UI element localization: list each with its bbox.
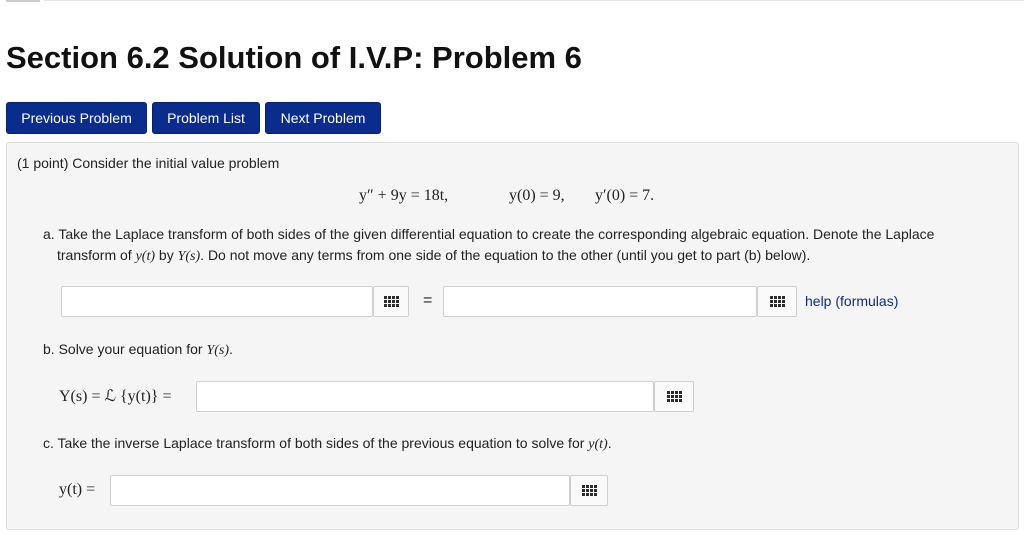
matrix-entry-icon[interactable] [373, 286, 409, 317]
part-b-prefix: b. Solve your equation for [43, 341, 207, 357]
equals-sign: = [423, 292, 433, 309]
part-a-text-c: . Do not move any terms from one side of the equation to the other (until you get to part (b) below). [200, 247, 811, 263]
ode-equation: y″ + 9y = 18t, [359, 187, 449, 204]
part-a-line2 [43, 245, 934, 267]
part-a-text [43, 224, 934, 267]
matrix-entry-icon[interactable] [757, 286, 797, 317]
part-a-Y-of-s: Y(s) [177, 249, 201, 264]
next-problem-button[interactable]: Next Problem [265, 102, 381, 134]
yt-input[interactable] [110, 475, 570, 506]
previous-problem-button[interactable]: Previous Problem [6, 102, 147, 134]
part-a-text-b: by [155, 247, 178, 263]
problem-intro: (1 point) Consider the initial value problem [17, 155, 280, 171]
laplace-rhs-input[interactable] [443, 286, 757, 317]
part-a-line1: a. Take the Laplace transform of both sides of the given differential equation to create the corresponding algebraic equation. Denote the Laplace [43, 226, 935, 242]
part-b-text [43, 339, 233, 361]
part-c-y-of-t: y(t) [588, 437, 608, 452]
yt-label: y(t) = [59, 481, 96, 498]
part-a-y-of-t: y(t) [135, 249, 156, 264]
top-tab-marker [6, 0, 40, 2]
part-b-Y-of-s: Y(s) [206, 343, 229, 358]
part-c-period: . [607, 435, 612, 451]
part-c-text [43, 433, 612, 455]
matrix-entry-icon[interactable] [654, 381, 694, 412]
problem-list-button[interactable]: Problem List [152, 102, 260, 134]
initial-condition-2: y′(0) = 7. [595, 187, 655, 204]
top-divider [44, 0, 1024, 1]
part-b-period: . [229, 341, 233, 357]
part-a-text-a: transform of [57, 247, 136, 263]
laplace-lhs-input[interactable] [61, 286, 373, 317]
problem-panel [6, 142, 1019, 530]
matrix-entry-icon[interactable] [570, 475, 608, 506]
help-formulas-link[interactable]: help (formulas) [805, 293, 899, 309]
initial-condition-1: y(0) = 9, [509, 187, 565, 204]
Ys-input[interactable] [196, 381, 654, 412]
page-title: Section 6.2 Solution of I.V.P: Problem 6 [6, 40, 582, 75]
part-c-prefix: c. Take the inverse Laplace transform of both sides of the previous equation to solve for [43, 435, 589, 451]
Ys-label: Y(s) = ℒ {y(t)} = [59, 388, 172, 405]
